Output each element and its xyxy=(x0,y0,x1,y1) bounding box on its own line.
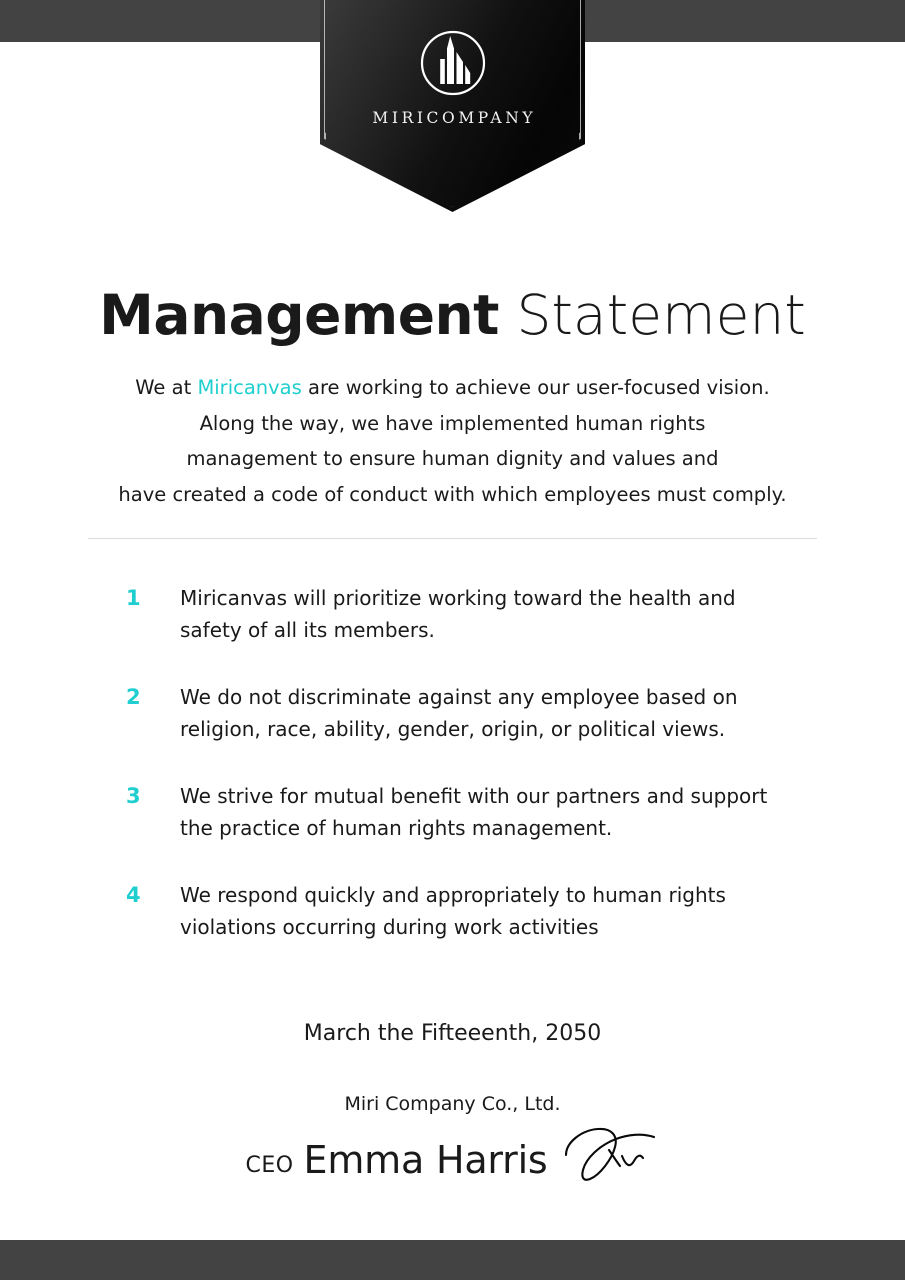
company-legal-name: Miri Company Co., Ltd. xyxy=(344,1093,561,1115)
list-item xyxy=(126,780,786,844)
clause-text: We strive for mutual benefit with our partners and support the practice of human rights management. xyxy=(180,784,768,840)
clause-number: 1 xyxy=(126,586,141,610)
intro-line-4: have created a code of conduct with which employees must comply. xyxy=(118,482,787,506)
intro-line-1-before: We at xyxy=(135,376,198,399)
intro-line-3: management to ensure human dignity and values and xyxy=(186,447,719,471)
company-banner xyxy=(320,0,585,212)
intro-line-2: Along the way, we have implemented human rights xyxy=(199,411,706,435)
clause-number: 3 xyxy=(126,784,141,808)
list-item xyxy=(126,582,786,646)
building-skyline-circle-icon xyxy=(416,26,490,104)
statement-date: March the Fifteeenth, 2050 xyxy=(303,1021,602,1046)
handwritten-signature-icon xyxy=(560,1123,660,1191)
clause-number: 4 xyxy=(126,883,141,907)
signatory-name: Emma Harris xyxy=(303,1138,548,1182)
signature-block xyxy=(0,1126,905,1194)
bottom-bar xyxy=(0,1240,905,1280)
clause-list xyxy=(126,582,786,943)
intro-line-1-after: are working to achieve our user-focused vision. xyxy=(301,376,770,399)
brand-name-highlight: Miricanvas xyxy=(197,376,302,399)
page-title-light: Statement xyxy=(498,282,806,347)
list-item xyxy=(126,681,786,745)
clause-number: 2 xyxy=(126,685,141,709)
company-logo xyxy=(320,26,585,104)
list-item xyxy=(126,879,786,943)
clause-text: We respond quickly and appropriately to human rights violations occurring during work activities xyxy=(180,883,726,939)
intro-paragraph xyxy=(60,370,845,512)
company-wordmark: MIRICOMPANY xyxy=(372,109,537,127)
section-divider xyxy=(88,538,817,539)
page-title xyxy=(0,283,905,347)
clause-text: Miricanvas will prioritize working toward the health and safety of all its members. xyxy=(180,586,736,642)
signatory-role: CEO xyxy=(245,1152,294,1178)
page-title-bold: Management xyxy=(99,282,499,347)
clause-text: We do not discriminate against any employee based on religion, race, ability, gender, origin, or political views. xyxy=(180,685,738,741)
